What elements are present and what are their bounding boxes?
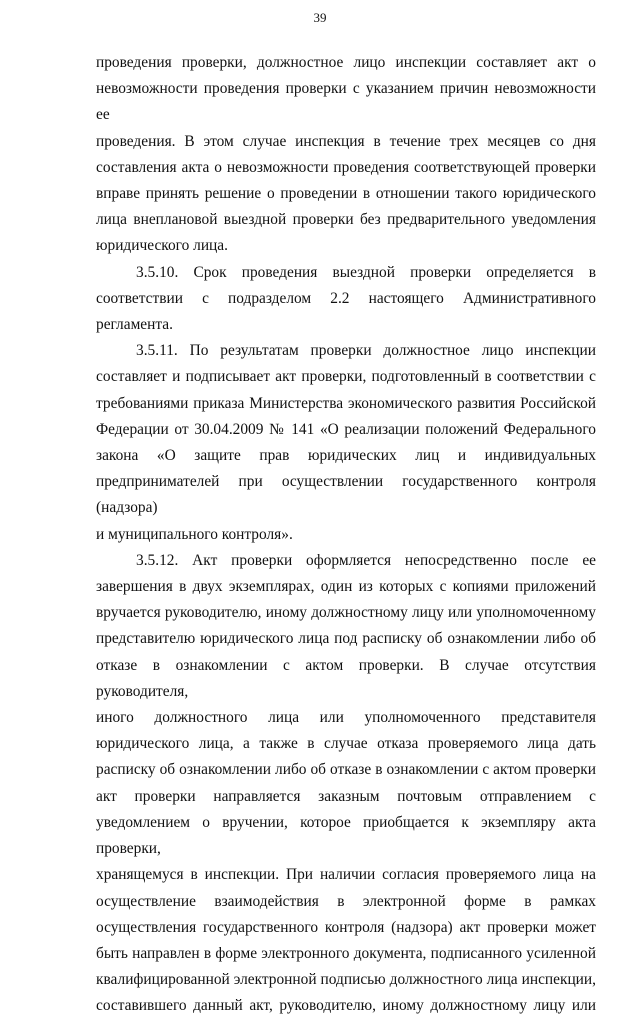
page-number: 39	[313, 10, 327, 25]
paragraph-line: уведомлением о вручении, которое приобщается к экземпляру акта проверки,	[96, 813, 596, 858]
paragraph-line: предпринимателей при осуществлении государственного контроля (надзора)	[96, 473, 596, 517]
paragraph-line: 3.5.10. Срок проведения выездной проверки определяется в	[136, 263, 596, 281]
paragraph-line: расписку об ознакомлении либо об отказе в ознакомлении с актом проверки	[96, 761, 596, 779]
paragraph-line: вручается руководителю, иному должностному лицу или уполномоченному	[96, 604, 596, 622]
paragraph-line: осуществление взаимодействия в электронной форме в рамках	[96, 892, 596, 910]
paragraph-line: быть направлен в форме электронного документа, подписанного усиленной	[96, 944, 596, 962]
paragraph-line: закона «О защите прав юридических лиц и индивидуальных	[96, 447, 596, 465]
paragraph-line: представителю юридического лица под расписку об ознакомлении либо об	[96, 630, 596, 648]
paragraph-line: квалифицированной электронной подписью должностного лица инспекции,	[96, 971, 596, 989]
paragraph-line: и муниципального контроля».	[96, 525, 293, 543]
document-body	[96, 50, 596, 1020]
paragraph-line: требованиями приказа Министерства экономического развития Российской	[96, 394, 596, 412]
paragraph-line: завершения в двух экземплярах, один из которых с копиями приложений	[96, 578, 596, 596]
paragraph-line: лица внеплановой выездной проверки без предварительного уведомления	[96, 211, 596, 229]
paragraph-line: Федерации от 30.04.2009 № 141 «О реализации положений Федерального	[96, 420, 596, 438]
paragraph-line: составления акта о невозможности проведения соответствующей проверки	[96, 158, 596, 176]
paragraph-line: соответствии с подразделом 2.2 настоящего Административного регламента.	[96, 289, 596, 334]
paragraph-line: проведения проверки, должностное лицо инспекции составляет акт о	[96, 54, 596, 71]
paragraph-line: хранящемуся в инспекции. При наличии согласия проверяемого лица на	[96, 866, 596, 884]
paragraph-line: невозможности проведения проверки с указанием причин невозможности ее	[96, 80, 596, 124]
paragraph-line: отказе в ознакомлении с актом проверки. В случае отсутствия руководителя,	[96, 656, 596, 700]
paragraph-line: осуществления государственного контроля (надзора) акт проверки может	[96, 918, 596, 936]
paragraph-line: иного должностного лица или уполномоченного представителя	[96, 709, 596, 727]
paragraph-line: вправе принять решение о проведении в отношении такого юридического	[96, 185, 596, 203]
paragraph-line: 3.5.12. Акт проверки оформляется непосредственно после ее	[136, 551, 596, 569]
paragraph-line: акт проверки направляется заказным почтовым отправлением с	[96, 787, 596, 805]
paragraph-line: составившего данный акт, руководителю, иному должностному лицу или	[96, 997, 596, 1015]
paragraph-line: 3.5.11. По результатам проверки должностное лицо инспекции	[136, 342, 596, 360]
paragraph-line: юридического лица, а также в случае отказа проверяемого лица дать	[96, 735, 596, 753]
paragraph-line: юридического лица.	[96, 237, 228, 255]
paragraph-line: проведения. В этом случае инспекция в течение трех месяцев со дня	[96, 132, 596, 150]
paragraph-line: составляет и подписывает акт проверки, подготовленный в соответствии с	[96, 368, 596, 386]
